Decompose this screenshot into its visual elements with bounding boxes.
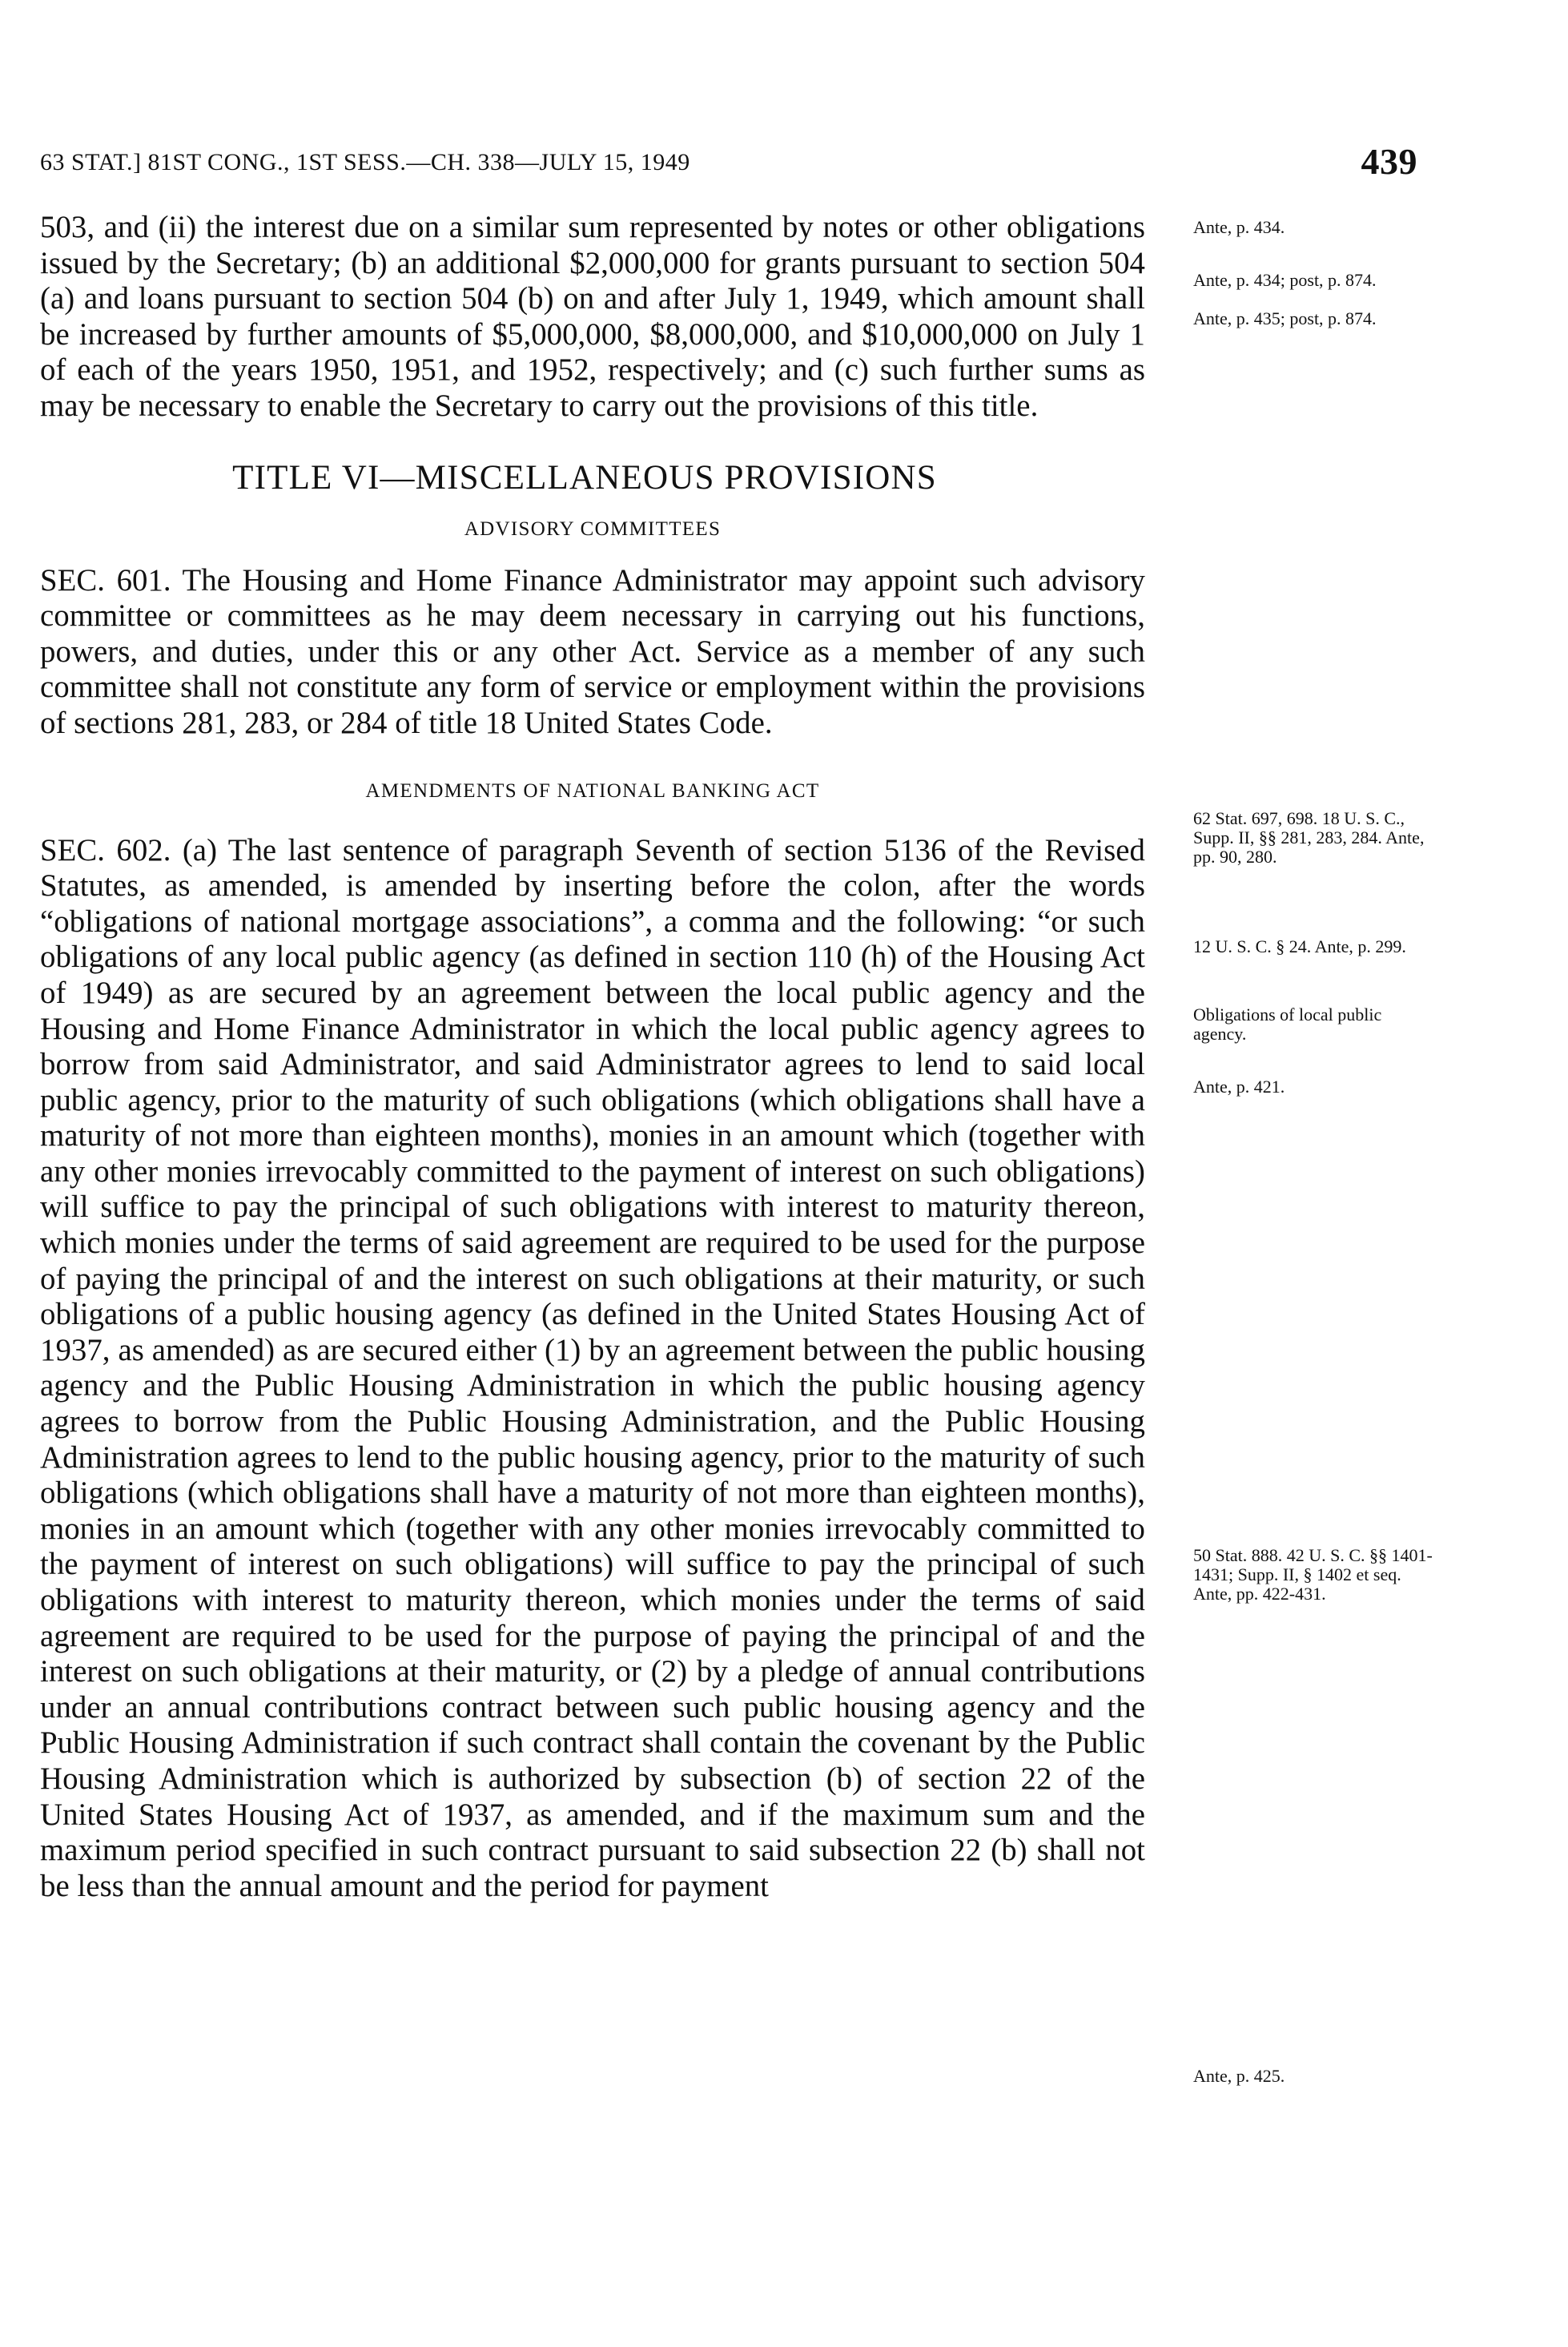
section-602-text: (a) The last sentence of paragraph Seventh of section 5136 of the Revised Statutes, as amended, is amended by inserting before the colon, after the words “obligations of national mortgage associations”, a comma and the following: “or such obligations of any local public agency (as defined in section 110 (h) of the Housing Act of 1949) as are secured by an agreement between the local public agency and the Housing and Home Finance Administrator in which the local public agency agrees to borrow from said Administrator, and said Administrator agrees to lend to said local public agency, prior to the maturity of such obligations (which obligations shall have a maturity of not more than eighteen months), monies in an amount which (together with any other monies irrevocably committed to the payment of interest on such obligations) will suffice to pay the principal of such obligations with interest to maturity thereon, which monies under the terms of said agreement are required to be used for the purpose of paying the principal of and the interest on such obligations at their maturity, or such obligations of a public housing agency (as defined in the United States Housing Act of 1937, as amended) as are secured either (1) by an agreement between the public housing agency and the Public Housing Administration in which the public housing agency agrees to borrow from the Public Housing Administration, and the Public Housing Administration agrees to lend to the public housing agency, prior to the maturity of such obligations (which obligations shall have a maturity of not more than eighteen months), monies in an amount which (together with any other monies irrevocably committed to the payment of interest on such obligations) will suffice to pay the principal of such obligations with interest to maturity thereon, which monies under the terms of said agreement are required to be used for the purpose of paying the principal of and the interest on such obligations at their maturity, or (2) by a pledge of annual contributions under an annual contributions contract between such public housing agency and the Public Housing Administration if such contract shall contain the covenant by the Public Housing Administration which is authorized by subsection (b) of section 22 of the United States Housing Act of 1937, as amended, and if the maximum sum and the maximum period specified in such contract pursuant to said subsection 22 (b) shall not be less than the annual amount and the period for payment — [40, 832, 1145, 1903]
section-602-label: SEC. 602. — [40, 832, 171, 868]
margin-note: Ante, p. 435; post, p. 874. — [1193, 308, 1377, 328]
section-601 — [40, 563, 1145, 742]
margin-note: 62 Stat. 697, 698. 18 U. S. C., Supp. II, §§ 281, 283, 284. Ante, pp. 90, 280. — [1193, 808, 1425, 867]
section-601-label: SEC. 601. — [40, 562, 171, 598]
section-heading-advisory: ADVISORY COMMITTEES — [464, 517, 722, 540]
running-header — [40, 135, 1417, 183]
margin-note: Obligations of local public agency. — [1193, 1004, 1382, 1044]
page-number: 439 — [1361, 141, 1417, 182]
margin-note: 12 U. S. C. § 24. Ante, p. 299. — [1193, 936, 1406, 956]
main-text-column — [40, 210, 1145, 1904]
intro-paragraph: 503, and (ii) the interest due on a similar sum represented by notes or other obligations issued by the Secretary; (b) an additional $2,000,000 for grants pursuant to section 504 (a) and loans pursuant to section 504 (b) on and after July 1, 1949, which amount shall be increased by further amounts of $5,000,000, $8,000,000, and $10,000,000 on July 1 of each of the years 1950, 1951, and 1952, respectively; and (c) such further sums as may be necessary to enable the Secretary to carry out the provisions of this title. — [40, 210, 1145, 423]
margin-note: Ante, p. 434; post, p. 874. — [1193, 270, 1377, 290]
margin-note: 50 Stat. 888. 42 U. S. C. §§ 1401-1431; Supp. II, § 1402 et seq. Ante, pp. 422-431. — [1193, 1545, 1433, 1604]
header-citation: 63 STAT.] 81ST CONG., 1ST SESS.—CH. 338—JULY 15, 1949 — [40, 149, 690, 175]
section-601-text: The Housing and Home Finance Administrator may appoint such advisory committee or committees as he may deem necessary in carrying out his functions, powers, and duties, under this or any other Act. Service as a member of any such committee shall not constitute any form of service or employment within the provisions of sections 281, 283, or 284 of title 18 United States Code. — [40, 562, 1145, 740]
section-602 — [40, 833, 1145, 1905]
margin-note: Ante, p. 425. — [1193, 2066, 1285, 2086]
margin-note: Ante, p. 421. — [1193, 1077, 1285, 1097]
section-heading-banking: AMENDMENTS OF NATIONAL BANKING ACT — [365, 779, 820, 802]
margin-note: Ante, p. 434. — [1193, 217, 1285, 237]
title-heading: TITLE VI—MISCELLANEOUS PROVISIONS — [232, 458, 937, 497]
